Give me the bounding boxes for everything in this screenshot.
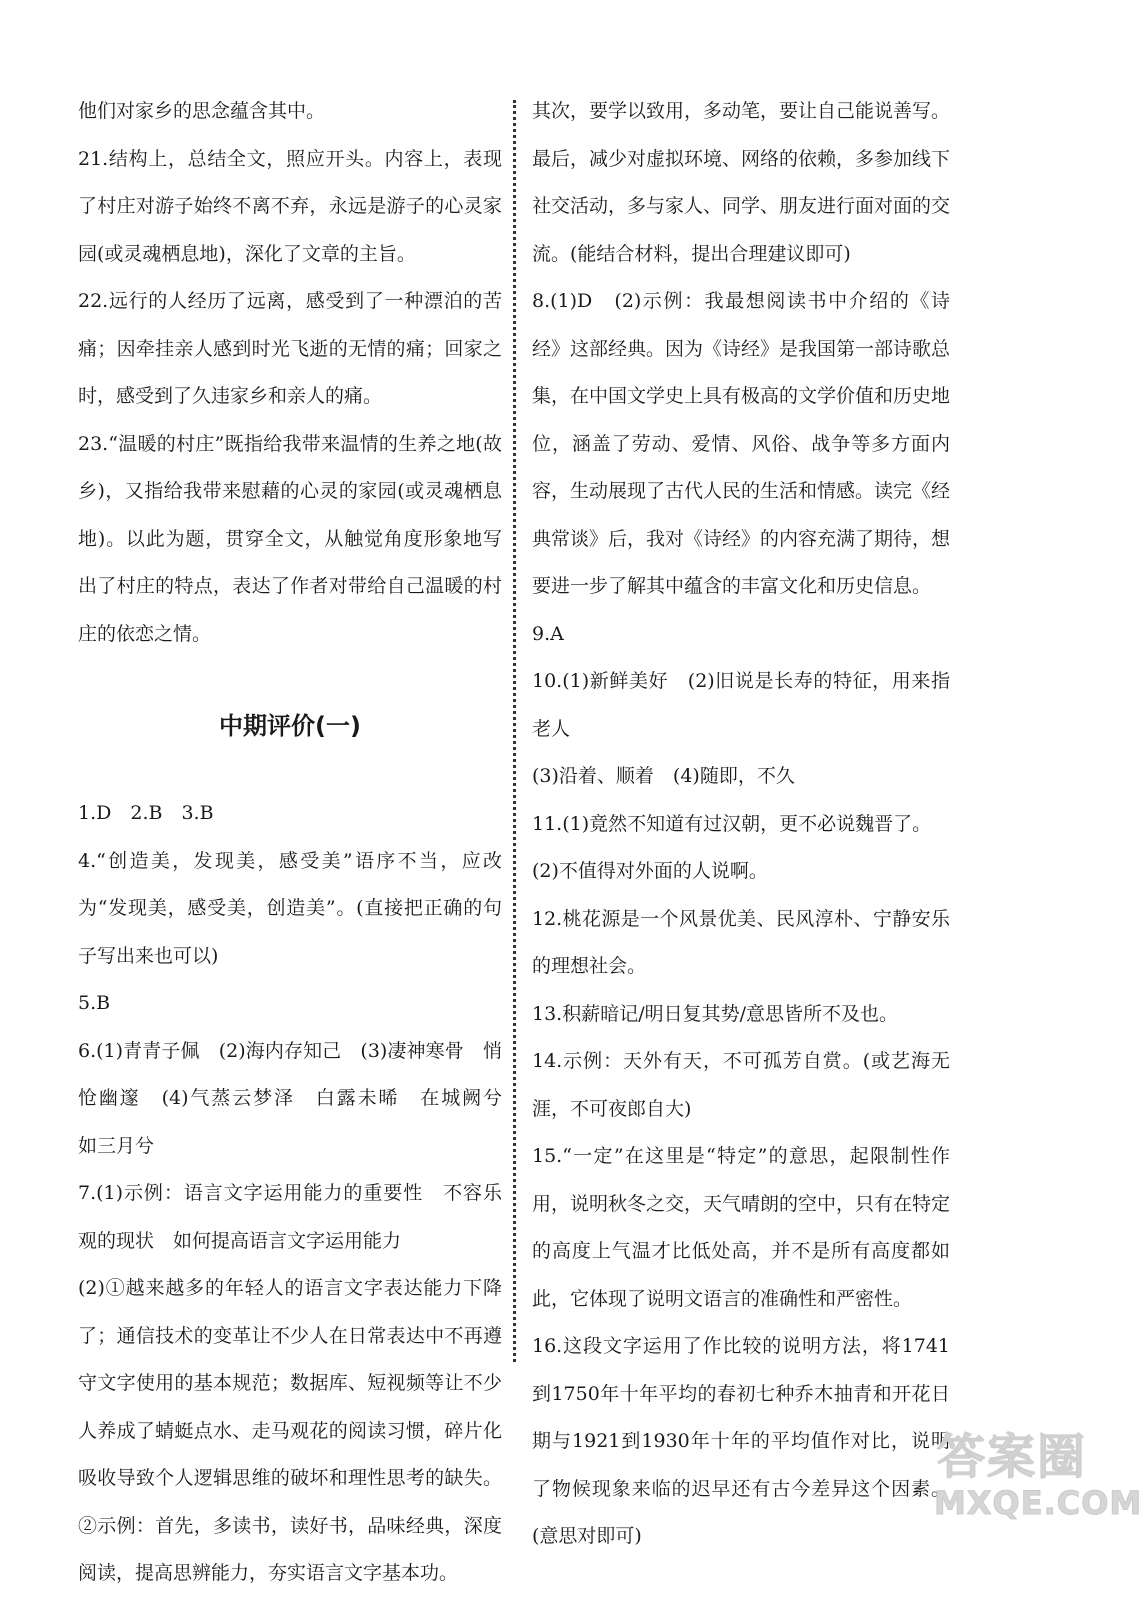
answer-paragraph: (2)不值得对外面的人说啊。 — [532, 860, 768, 882]
answer-paragraph: 6.(1)青青子佩 (2)海内存知己 (3)凄神寒骨 悄怆幽邃 (4)气蒸云梦泽 白露未晞 在城阙兮 如三月兮 — [78, 1039, 522, 1157]
answer-paragraph: 12.桃花源是一个风景优美、民风淳朴、宁静安乐的理想社会。 — [532, 907, 950, 977]
answer-paragraph: 21.结构上，总结全文，照应开头。内容上，表现了村庄对游子始终不离不弃，永远是游子的心灵家园(或灵魂栖息地)，深化了文章的主旨。 — [78, 147, 502, 265]
answer-paragraph: 14.示例：天外有天，不可孤芳自赏。(或艺海无涯，不可夜郎自大) — [532, 1050, 950, 1120]
answer-paragraph: 22.远行的人经历了远离，感受到了一种漂泊的苦痛；因牵挂亲人感到时光飞逝的无情的痛；回家之时，感受到了久违家乡和亲人的痛。 — [78, 290, 502, 407]
spacer — [78, 758, 502, 790]
answer-paragraph: 10.(1)新鲜美好 (2)旧说是长寿的特征，用来指老人 — [532, 670, 950, 740]
column-divider — [513, 100, 516, 1362]
answer-paragraph: 23.“温暖的村庄”既指给我带来温情的生养之地(故乡)，又指给我带来慰藉的心灵的家园(或灵魂栖息地)。以此为题，贯穿全文，从触觉角度形象地写出了村庄的特点，表达了作者对带给自己温暖的村庄的依恋之情。 — [78, 432, 502, 645]
watermark-logo — [928, 1418, 1142, 1528]
answer-paragraph: 其次，要学以致用，多动笔，要让自己能说善写。最后，减少对虚拟环境、网络的依赖，多参加线下社交活动，多与家人、同学、朋友进行面对面的交流。(能结合材料，提出合理建议即可) — [532, 100, 951, 265]
spacer — [78, 658, 502, 694]
answer-paragraph: 13.积薪暗记/明日复其势/意思皆所不及也。 — [532, 1002, 899, 1025]
answer-paragraph: 4.“创造美，发现美，感受美”语序不当，应改为“发现美，感受美，创造美”。(直接把正确的句子写出来也可以) — [78, 849, 502, 967]
watermark-text: 答案圈 — [936, 1429, 1087, 1485]
answer-paragraph: 11.(1)竟然不知道有过汉朝，更不必说魏晋了。 — [532, 812, 932, 835]
answer-paragraph: (3)沿着、顺着 (4)随即，不久 — [532, 765, 795, 787]
left-column — [78, 88, 522, 1598]
right-column — [532, 88, 950, 1561]
answer-paragraph: 他们对家乡的思念蕴含其中。 — [78, 100, 326, 122]
answer-paragraph: 9.A — [532, 622, 564, 645]
answer-paragraph: 16.这段文字运用了作比较的说明方法，将1741到1750年十年平均的春初七种乔木抽青和开花日期与1921到1930年十年的平均值作对比，说明了物候现象来临的迟早还有古今差异这个因素。(意思对即可) — [532, 1335, 950, 1547]
answer-paragraph: 8.(1)D (2)示例：我最想阅读书中介绍的《诗经》这部经典。因为《诗经》是我国第一部诗歌总集，在中国文学史上具有极高的文学价值和历史地位，涵盖了劳动、爱情、风俗、战争等多方面内容，生动展现了古代人民的生活和情感。读完《经典常谈》后，我对《诗经》的内容充满了期待，想要进一步了解其中蕴含的丰富文化和历史信息。 — [532, 290, 951, 597]
answer-paragraph: (2)①越来越多的年轻人的语言文字表达能力下降了；通信技术的变革让不少人在日常表达中不再遵守文字使用的基本规范；数据库、短视频等让不少人养成了蜻蜓点水、走马观花的阅读习惯，碎片化吸收导致个人逻辑思维的破坏和理性思考的缺失。②示例：首先，多读书，读好书，品味经典，深度阅读，提高思辨能力，夯实语言文字基本功。 — [78, 1277, 502, 1584]
answer-paragraph: 1.D 2.B 3.B — [78, 802, 214, 824]
watermark-url: MXQE.COM — [934, 1484, 1142, 1522]
answer-paragraph: 5.B — [78, 992, 111, 1014]
answer-paragraph: 7.(1)示例：语言文字运用能力的重要性 不容乐观的现状 如何提高语言文字运用能力 — [78, 1182, 502, 1252]
answer-paragraph: 15.“一定”在这里是“特定”的意思，起限制性作用，说明秋冬之交，天气晴朗的空中，只有在特定的高度上气温才比低处高，并不是所有高度都如此，它体现了说明文语言的准确性和严密性。 — [532, 1145, 951, 1310]
section-title: 中期评价(一) — [219, 712, 361, 740]
